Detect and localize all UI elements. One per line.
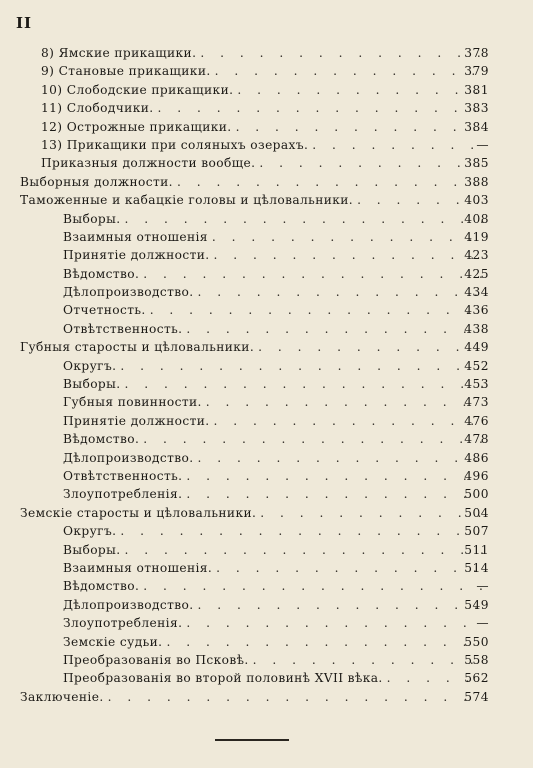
dot-leader (260, 506, 483, 520)
dot-leader (258, 340, 483, 354)
toc-entry (0, 524, 533, 542)
toc-entry-page: 478 (464, 432, 489, 447)
dot-leader (198, 451, 483, 465)
toc-entry-label: Принятіе должности. (63, 248, 210, 263)
toc-entry (0, 138, 533, 156)
dot-leader (253, 653, 483, 667)
toc-entry (0, 653, 533, 671)
toc-entry-label: Губныя повинности. (63, 395, 202, 410)
page-folio: II (16, 14, 33, 32)
toc-entry-label: Выборныя должности. (20, 174, 173, 189)
dot-leader (186, 322, 483, 336)
table-of-contents (0, 46, 533, 708)
toc-entry-label: Выборы. (63, 211, 121, 226)
toc-entry-label: Таможенные и кабацкіе головы и цѣловальники. (20, 193, 354, 208)
toc-entry-page: 378 (464, 46, 489, 60)
toc-entry-label: Дѣлопроизводство. (63, 597, 194, 612)
dot-leader (215, 64, 483, 78)
toc-entry-label: Земскіе судьи. (63, 634, 163, 649)
dot-leader (186, 487, 483, 501)
toc-entry-page: 449 (464, 340, 489, 355)
toc-entry (0, 248, 533, 266)
toc-entry (0, 120, 533, 138)
toc-entry-label: Выборы. (63, 377, 121, 392)
dot-leader (125, 377, 483, 391)
toc-entry (0, 598, 533, 616)
toc-entry-label: 9) Становые прикащики. (41, 64, 211, 79)
dot-leader (143, 267, 483, 281)
toc-entry-page: 574 (464, 689, 489, 704)
toc-entry-page: 385 (464, 156, 489, 171)
toc-entry-page: 384 (464, 119, 489, 134)
toc-entry (0, 561, 533, 579)
toc-entry (0, 451, 533, 469)
toc-entry-page: 562 (464, 671, 489, 686)
toc-entry (0, 377, 533, 395)
toc-entry (0, 322, 533, 340)
toc-entry-page: 549 (464, 597, 489, 612)
toc-entry-page: 408 (464, 211, 489, 226)
dot-leader (216, 561, 483, 575)
toc-entry (0, 487, 533, 505)
toc-entry (0, 671, 533, 689)
dot-leader (214, 248, 483, 262)
toc-entry-page: 550 (464, 634, 489, 649)
toc-entry (0, 579, 533, 597)
toc-entry (0, 469, 533, 487)
dot-leader (177, 175, 483, 189)
toc-entry (0, 543, 533, 561)
toc-entry-page: 423 (464, 248, 489, 263)
toc-entry-label: Преобразованія во второй половинѣ XVII вѣка. (63, 671, 383, 686)
toc-entry (0, 340, 533, 358)
toc-entry (0, 156, 533, 174)
toc-entry (0, 83, 533, 101)
toc-entry-label: Взаимныя отношенія. (63, 560, 213, 575)
toc-entry (0, 395, 533, 413)
toc-entry (0, 359, 533, 377)
toc-entry-label: Вѣдомство. (63, 579, 140, 594)
toc-entry-page: 511 (464, 542, 489, 557)
dot-leader (198, 598, 483, 612)
dot-leader (158, 101, 483, 115)
toc-entry-label: Вѣдомство. (63, 432, 140, 447)
toc-entry (0, 285, 533, 303)
toc-entry-label: Злоупотребленія. (63, 616, 183, 631)
dot-leader (312, 138, 483, 152)
toc-entry-label: Вѣдомство. (63, 266, 140, 281)
toc-entry-label: Отвѣтственность. (63, 321, 183, 336)
toc-entry-label: Выборы. (63, 542, 121, 557)
toc-entry (0, 690, 533, 708)
toc-entry-label: 12) Острожные прикащики. (41, 119, 232, 134)
toc-entry-label: Заключеніе. (20, 689, 104, 704)
dot-leader (212, 230, 483, 244)
toc-entry-label: Преобразованія во Псковѣ. (63, 652, 249, 667)
toc-entry-label: 10) Слободские прикащики. (41, 82, 234, 97)
toc-entry-page: 425 (464, 266, 489, 281)
toc-entry-page: 558 (464, 652, 489, 667)
toc-entry (0, 616, 533, 634)
toc-entry-label: 11) Слободчики. (41, 101, 154, 116)
toc-entry (0, 46, 533, 64)
dot-leader (120, 524, 483, 538)
toc-entry-label: Округъ. (63, 358, 117, 373)
toc-entry-label: Принятіе должности. (63, 413, 210, 428)
dot-leader (186, 616, 483, 630)
toc-entry-page: — (476, 616, 489, 631)
toc-entry (0, 212, 533, 230)
toc-entry (0, 193, 533, 211)
dot-leader (259, 156, 483, 170)
toc-entry-page: 434 (464, 285, 489, 300)
toc-entry (0, 175, 533, 193)
toc-entry-page: 500 (464, 487, 489, 502)
toc-entry-label: Земскіе старосты и цѣловальники. (20, 505, 257, 520)
toc-entry-label: 8) Ямские прикащики. (41, 46, 197, 60)
dot-leader (236, 120, 483, 134)
toc-entry (0, 303, 533, 321)
toc-entry-page: 473 (464, 395, 489, 410)
toc-entry-label: Дѣлопроизводство. (63, 285, 194, 300)
toc-entry-label: Взаимныя отношенія (63, 229, 208, 244)
toc-entry-label: Отчетность. (63, 303, 146, 318)
dot-leader (166, 635, 483, 649)
toc-entry (0, 64, 533, 82)
toc-entry-page: 452 (464, 358, 489, 373)
dot-leader (237, 83, 483, 97)
toc-entry-label: Губныя старосты и цѣловальники. (20, 340, 255, 355)
dot-leader (150, 303, 483, 317)
toc-entry (0, 414, 533, 432)
dot-leader (125, 212, 483, 226)
toc-entry (0, 230, 533, 248)
toc-entry-page: 476 (464, 413, 489, 428)
dot-leader (206, 395, 483, 409)
toc-entry-page: 514 (464, 560, 489, 575)
dot-leader (108, 690, 483, 704)
dot-leader (186, 469, 483, 483)
toc-entry-page: 438 (464, 321, 489, 336)
toc-entry-page: — (476, 579, 489, 594)
toc-entry-page: 383 (464, 101, 489, 116)
toc-entry-page: 436 (464, 303, 489, 318)
toc-entry-page: 419 (464, 229, 489, 244)
toc-entry-page: 507 (464, 524, 489, 539)
dot-leader (198, 285, 483, 299)
toc-entry-page: 388 (464, 174, 489, 189)
toc-entry-label: Округъ. (63, 524, 117, 539)
dot-leader (214, 414, 483, 428)
toc-entry-page: 379 (464, 64, 489, 79)
toc-entry-page: 496 (464, 468, 489, 483)
toc-entry (0, 267, 533, 285)
toc-entry-page: 486 (464, 450, 489, 465)
dot-leader (143, 579, 483, 593)
toc-entry-page: 403 (464, 193, 489, 208)
toc-entry-page: — (476, 137, 489, 152)
toc-entry (0, 635, 533, 653)
toc-entry (0, 101, 533, 119)
toc-entry-page: 453 (464, 377, 489, 392)
dot-leader (120, 359, 483, 373)
toc-entry-label: 13) Прикащики при соляныхъ озерахъ. (41, 137, 309, 152)
dot-leader (125, 543, 483, 557)
toc-entry (0, 506, 533, 524)
toc-entry-label: Отвѣтственность. (63, 468, 183, 483)
closing-rule (215, 739, 289, 741)
toc-entry (0, 432, 533, 450)
dot-leader (143, 432, 483, 446)
toc-entry-label: Приказныя должности вообще. (41, 156, 256, 171)
toc-entry-label: Дѣлопроизводство. (63, 450, 194, 465)
toc-entry-label: Злоупотребленія. (63, 487, 183, 502)
dot-leader (200, 46, 483, 60)
toc-entry-page: 381 (464, 82, 489, 97)
toc-entry-page: 504 (464, 505, 489, 520)
